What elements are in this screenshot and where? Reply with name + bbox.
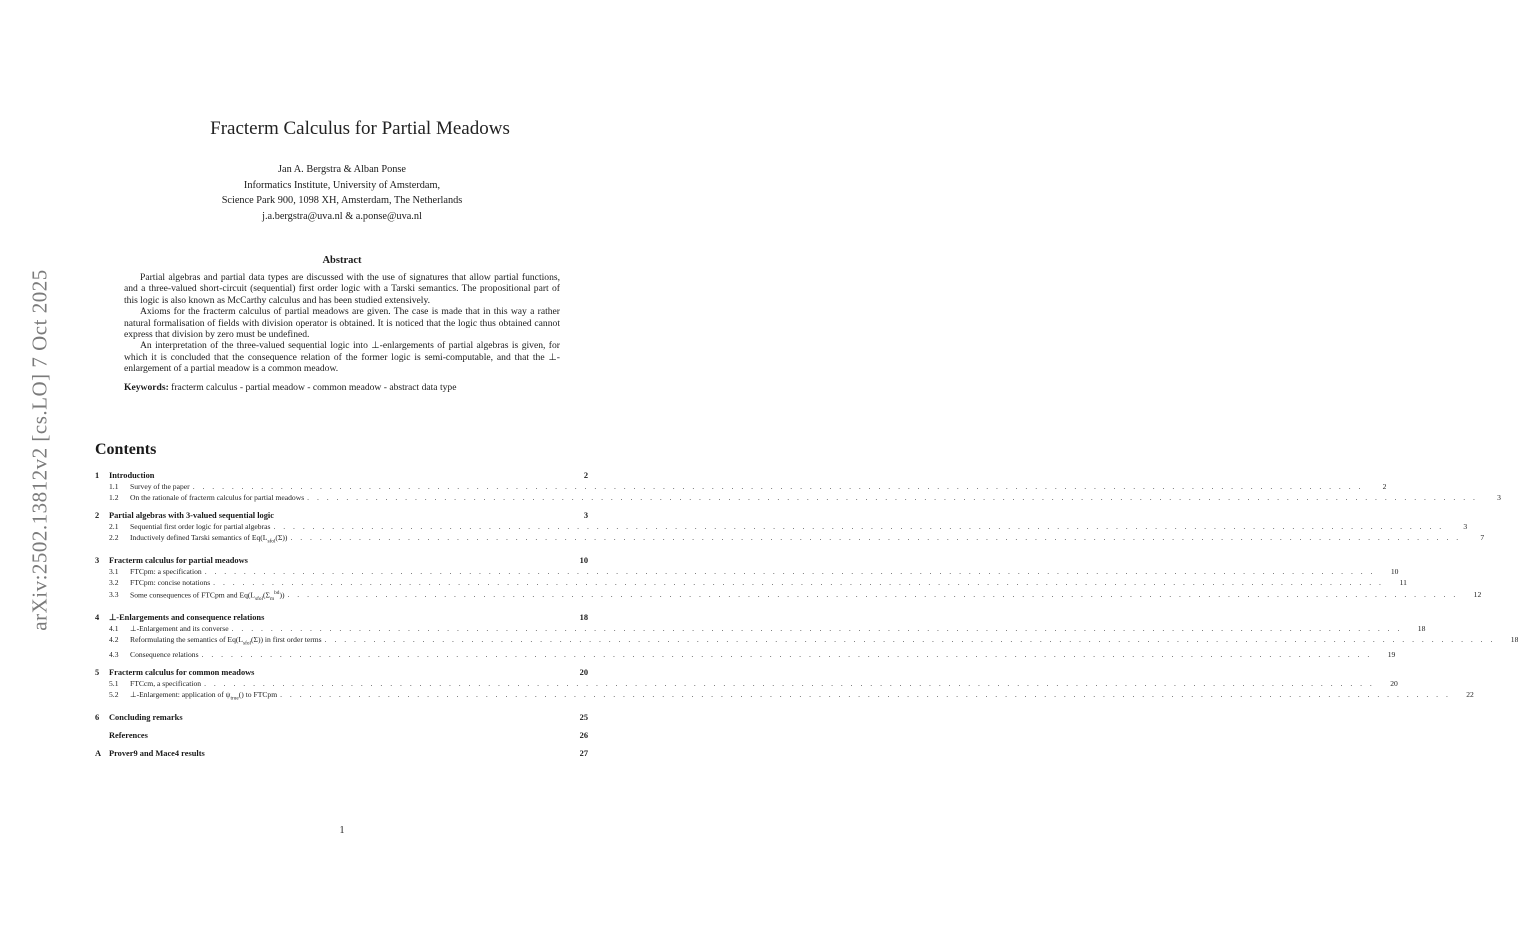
abstract-paragraph: Axioms for the fracterm calculus of partial meadows are given. The case is made that in this way a rather natural formalisation of fields with division operator is obtained. It is noticed that the logic thus obtained cannot express that division by zero must be undefined.: [124, 306, 560, 341]
toc-subsection-title: ⊥-Enlargement and its converse: [130, 623, 229, 633]
toc-subsection-title: Reformulating the semantics of $Eq(L_{sfol}(\Sigma))$ in first order terms: [130, 634, 322, 647]
toc-subsection-number: 1.1: [109, 482, 119, 491]
toc-section[interactable]: [95, 748, 588, 759]
toc-leader-dots: . . . . . . . . . . . . . . . . . . . . . . . . . . . . . . . . . . . . . . . . . . . . . . . . . . . . . . . . . . . . . . . . . . . . . . . . . . . . . . . . . . . . . . . . . . . . . . . . . . . . . . . . . . . . . . . . . . . . . . . .: [204, 679, 1375, 689]
toc-section-page: 3: [583, 511, 588, 520]
toc-subsection-page: 10: [1390, 566, 1399, 576]
toc-leader-dots: . . . . . . . . . . . . . . . . . . . . . . . . . . . . . . . . . . . . . . . . . . . . . . . . . . . . . . . . . . . . . . . . . . . . . . . . . . . . . . . . . . . . . . . . . . . . . . . . . . . . . . . . . . . . . . . . . . . . . . . .: [231, 623, 1403, 633]
toc-section[interactable]: [95, 555, 588, 566]
toc-subsection-title: ⊥-Enlargement: application of $\psi_{true}()$ to FTCpm: [130, 690, 278, 702]
paper-title: Fracterm Calculus for Partial Meadows: [210, 118, 510, 139]
toc-section-number: 5: [95, 668, 100, 678]
toc-subsection[interactable]: [95, 689, 1474, 705]
toc-leader-dots: . . . . . . . . . . . . . . . . . . . . . . . . . . . . . . . . . . . . . . . . . . . . . . . . . . . . . . . . . . . . . . . . . . . . . . . . . . . . . . . . . . . . . . . . . . . . . . . . . . . . . . . . . . . . . . . . . . . . . . . .: [192, 482, 1364, 491]
toc-section-title: Fracterm calculus for partial meadows: [109, 555, 248, 565]
arxiv-identifier: arXiv:2502.13812v2 [cs.LO] 7 Oct 2025: [27, 269, 52, 631]
abstract-paragraph: An interpretation of the three-valued sequential logic into ⊥-enlargements of partial algebras is given, for which it is concluded that the consequence relation of the former logic is semi-computable, and that the ⊥-enlargement of a partial meadow is a common meadow.: [124, 340, 560, 375]
toc-section-number: A: [95, 748, 102, 758]
toc-leader-dots: . . . . . . . . . . . . . . . . . . . . . . . . . . . . . . . . . . . . . . . . . . . . . . . . . . . . . . . . . . . . . . . . . . . . . . . . . . . . . . . . . . . . . . . . . . . . . . . . . . . . . . . . . . . . . . . . . . . . . . . .: [307, 493, 1478, 502]
toc-subsection[interactable]: [95, 577, 1407, 588]
toc-subsection-number: 2.1: [109, 522, 119, 531]
toc-subsection-title: Inductively defined Tarski semantics of $Eq(L_{sfol}(\Sigma))$: [130, 533, 288, 545]
toc-leader-dots: . . . . . . . . . . . . . . . . . . . . . . . . . . . . . . . . . . . . . . . . . . . . . . . . . . . . . . . . . . . . . . . . . . . . . . . . . . . . . . . . . . . . . . . . . . . . . . . . . . . . . . . . . . . . . . . . . . . . . . . .: [324, 634, 1496, 644]
author-block: [0, 162, 684, 224]
toc-subsection-page: 12: [1473, 590, 1482, 600]
toc-section-page: 26: [579, 730, 588, 740]
toc-section-page: 20: [579, 668, 588, 678]
toc-subsection[interactable]: [95, 532, 1485, 548]
keywords: [124, 382, 560, 393]
toc-subsection-title: FTCpm: a specification: [130, 566, 202, 576]
toc-subsection-page: 3: [1497, 493, 1501, 502]
author-emails: j.a.bergstra@uva.nl & a.ponse@uva.nl: [262, 210, 422, 222]
toc-leader-dots: . . . . . . . . . . . . . . . . . . . . . . . . . . . . . . . . . . . . . . . . . . . . . . . . . . . . . . . . . . . . . . . . . . . . . . . . . . . . . . . . . . . . . . . . . . . . . . . . . . . . . . . . . . . . . . . . . . . . . . . .: [213, 577, 1384, 587]
author-address: Science Park 900, 1098 XH, Amsterdam, The Netherlands: [221, 195, 463, 206]
toc-subsection-page: 7: [1480, 533, 1485, 542]
toc-section[interactable]: [95, 470, 588, 481]
toc-leader-dots: . . . . . . . . . . . . . . . . . . . . . . . . . . . . . . . . . . . . . . . . . . . . . . . . . . . . . . . . . . . . . . . . . . . . . . . . . . . . . . . . . . . . . . . . . . . . . . . . . . . . . . . . . . . . . . . . . . . . . . . .: [201, 650, 1373, 660]
toc-subsection-title: Survey of the paper: [130, 482, 190, 491]
toc-section-number: 4: [95, 612, 100, 622]
page-number: 1: [339, 825, 345, 836]
toc-subsection-number: 3.1: [109, 566, 119, 576]
toc-subsection-page: 18: [1510, 634, 1518, 644]
toc-subsection-number: 5.2: [109, 690, 119, 700]
toc-subsection-page: 3: [1463, 522, 1468, 531]
toc-section-number: 3: [95, 555, 100, 565]
toc-subsection-page: 11: [1399, 577, 1407, 587]
toc-subsection-number: 4.1: [109, 623, 119, 633]
toc-subsection-number: 5.1: [109, 679, 119, 689]
toc-subsection-title: Consequence relations: [130, 650, 199, 660]
toc-subsection-title: Sequential first order logic for partial algebras: [130, 522, 271, 531]
toc-subsection[interactable]: [95, 634, 1518, 650]
toc-section-title: Fracterm calculus for common meadows: [109, 668, 255, 678]
toc-subsection-number: 1.2: [109, 493, 119, 502]
toc-subsection[interactable]: [95, 521, 1468, 532]
toc-section-title: Concluding remarks: [109, 712, 183, 722]
toc-subsection-page: 18: [1417, 623, 1426, 633]
keywords-label: Keywords:: [124, 381, 169, 393]
toc-subsection-page: 22: [1466, 690, 1474, 700]
toc-subsection[interactable]: [95, 481, 1387, 492]
toc-subsection[interactable]: [95, 492, 1501, 503]
contents-heading: Contents: [95, 441, 157, 458]
toc-subsection-number: 4.2: [109, 634, 119, 644]
toc-section-title: References: [109, 730, 148, 740]
toc-section-title: Prover9 and Mace4 results: [109, 748, 205, 758]
toc-subsection-number: 3.2: [109, 577, 119, 587]
toc-section[interactable]: [95, 667, 588, 678]
toc-leader-dots: . . . . . . . . . . . . . . . . . . . . . . . . . . . . . . . . . . . . . . . . . . . . . . . . . . . . . . . . . . . . . . . . . . . . . . . . . . . . . . . . . . . . . . . . . . . . . . . . . . . . . . . . . . . . . . . . . . . . . . . .: [204, 566, 1376, 576]
toc-section-page: 25: [579, 712, 588, 722]
toc-section-number: 6: [95, 712, 100, 722]
toc-subsection-title: On the rationale of fracterm calculus for partial meadows: [130, 493, 305, 502]
toc-section-number: 2: [95, 511, 100, 520]
toc-leader-dots: . . . . . . . . . . . . . . . . . . . . . . . . . . . . . . . . . . . . . . . . . . . . . . . . . . . . . . . . . . . . . . . . . . . . . . . . . . . . . . . . . . . . . . . . . . . . . . . . . . . . . . . . . . . . . . . . . . . . . . . .: [280, 690, 1451, 700]
toc-section[interactable]: [95, 730, 588, 741]
toc-section-number: 1: [95, 471, 100, 480]
author-names: Jan A. Bergstra & Alban Ponse: [278, 164, 406, 175]
toc-subsection-title: FTCpm: concise notations: [130, 577, 211, 587]
toc-subsection-page: 19: [1387, 650, 1396, 660]
toc-section-page: 2: [583, 471, 588, 480]
abstract-body: [124, 272, 560, 393]
toc-subsection-page: 20: [1390, 679, 1398, 689]
abstract-heading: Abstract: [322, 255, 362, 266]
abstract-paragraph: Partial algebras and partial data types are discussed with the use of signatures that allow partial functions, and a three-valued short-circuit (sequential) first order logic with a Tarski semantics. The propositional part of this logic is also known as McCarthy calculus and has been studied extensively.: [124, 272, 560, 306]
toc-section-title: ⊥-Enlargements and consequence relations: [109, 612, 265, 622]
toc-section-title: Partial algebras with 3-valued sequential logic: [109, 511, 274, 520]
toc-leader-dots: . . . . . . . . . . . . . . . . . . . . . . . . . . . . . . . . . . . . . . . . . . . . . . . . . . . . . . . . . . . . . . . . . . . . . . . . . . . . . . . . . . . . . . . . . . . . . . . . . . . . . . . . . . . . . . . . . . . . . . . .: [287, 590, 1459, 600]
toc-section[interactable]: [95, 510, 588, 521]
toc-section-page: 10: [579, 555, 588, 565]
toc-subsection-number: 2.2: [109, 533, 119, 542]
toc-subsection-number: 4.3: [109, 650, 119, 660]
toc-subsection[interactable]: [95, 623, 1426, 634]
toc-section-page: 27: [579, 748, 588, 758]
toc-section[interactable]: [95, 612, 588, 623]
toc-subsection-page: 2: [1382, 482, 1387, 491]
author-institute: Informatics Institute, University of Amsterdam,: [243, 179, 441, 191]
toc-section-page: 18: [579, 612, 588, 622]
toc-subsection-title: FTCcm, a specification: [130, 679, 202, 689]
toc-leader-dots: . . . . . . . . . . . . . . . . . . . . . . . . . . . . . . . . . . . . . . . . . . . . . . . . . . . . . . . . . . . . . . . . . . . . . . . . . . . . . . . . . . . . . . . . . . . . . . . . . . . . . . . . . . . . . . . . . . . . . . . .: [273, 522, 1445, 531]
toc-subsection[interactable]: [95, 678, 1398, 689]
toc-subsection-number: 3.3: [109, 590, 119, 600]
toc-subsection[interactable]: [95, 649, 1396, 660]
toc-subsection[interactable]: [95, 588, 1482, 605]
toc-subsection-title: Some consequences of FTCpm and $Eq(L_{sfol}(\Sigma_m^{bd}))$: [130, 589, 285, 602]
keywords-text: fracterm calculus - partial meadow - common meadow - abstract data type: [171, 381, 457, 393]
toc-section-title: Introduction: [109, 471, 155, 480]
toc-section[interactable]: [95, 712, 588, 723]
toc-leader-dots: . . . . . . . . . . . . . . . . . . . . . . . . . . . . . . . . . . . . . . . . . . . . . . . . . . . . . . . . . . . . . . . . . . . . . . . . . . . . . . . . . . . . . . . . . . . . . . . . . . . . . . . . . . . . . . . . . . . . . . . .: [290, 533, 1462, 542]
toc-subsection[interactable]: [95, 566, 1399, 577]
table-of-contents: [95, 470, 1518, 759]
